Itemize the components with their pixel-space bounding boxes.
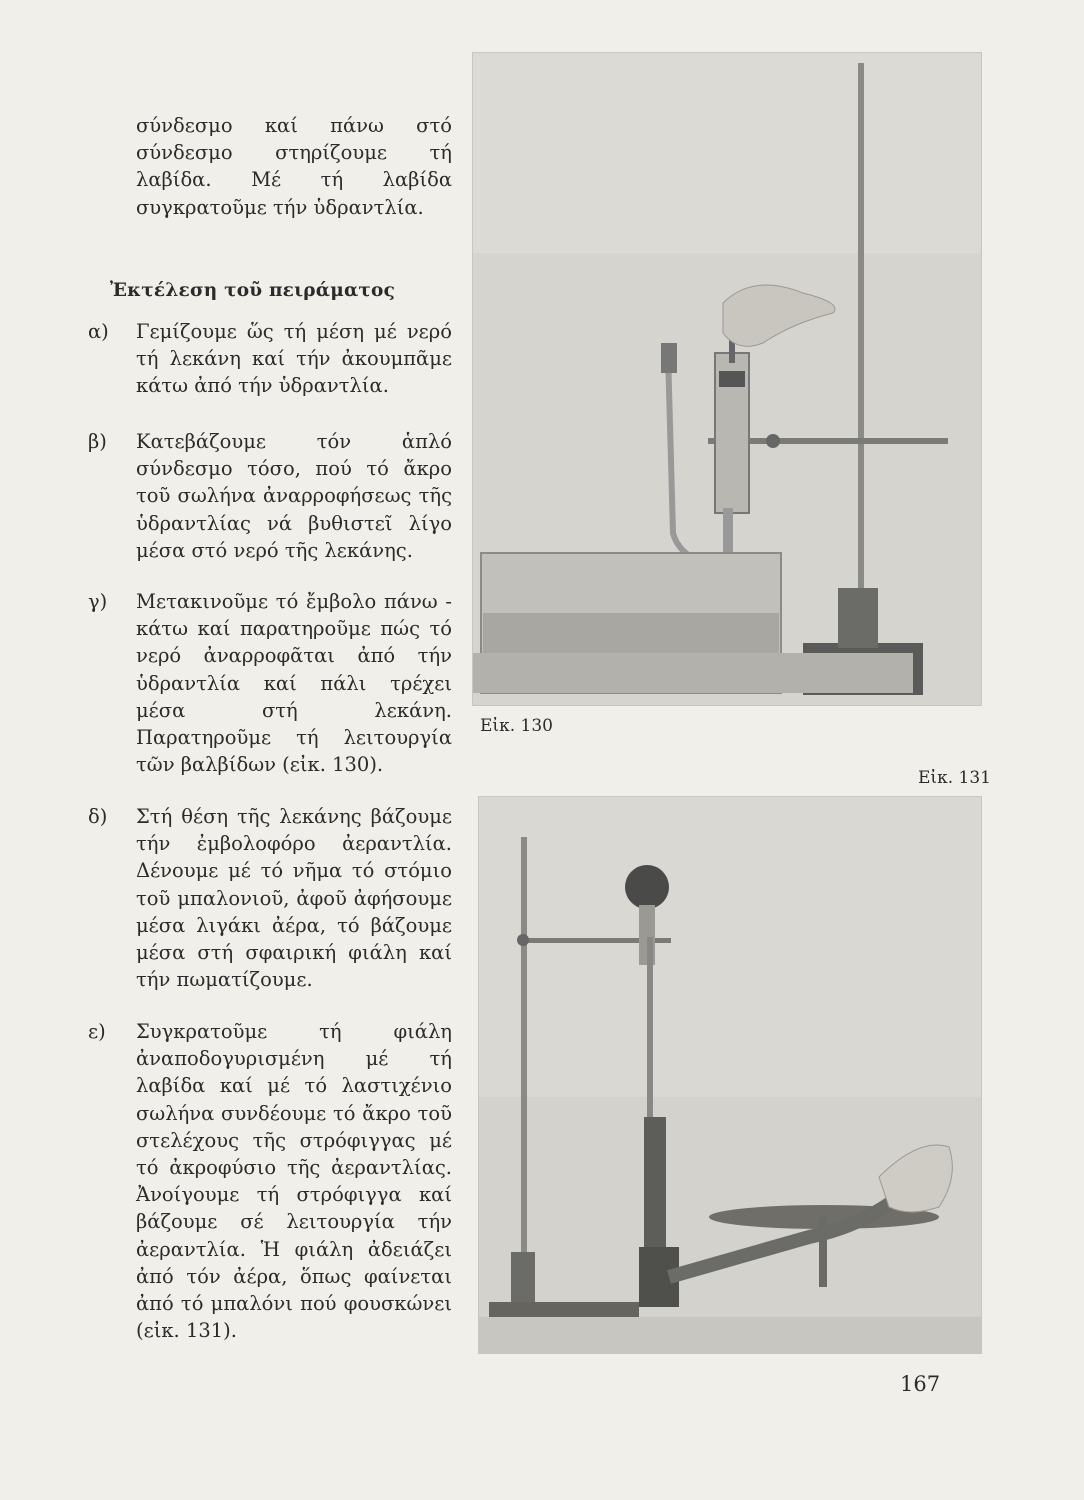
figure-131-photo (478, 796, 982, 1354)
step-label: β) (88, 430, 107, 453)
step-text: Γεμίζουμε ὥς τή μέση μέ νερό τή λεκάνη καί τήν ἀκουμπᾶμε κάτω ἀπό τήν ὑδραντλία. (136, 320, 452, 398)
figure-131-caption: Εἰκ. 131 (918, 768, 991, 788)
figure-130-caption: Εἰκ. 130 (480, 716, 553, 736)
air-pump-apparatus-illustration (479, 797, 981, 1353)
step-a (88, 318, 452, 400)
intro-paragraph: σύνδεσμο καί πάνω στό σύνδεσμο στηρίζουμε τή λαβίδα. Μέ τή λαβίδα συγκρατοῦμε τήν ὑδραντλία. (136, 114, 452, 219)
step-text: Συγκρατοῦμε τή φιάλη ἀναποδογυρισμένη μέ τή λαβίδα καί μέ τό λαστιχένιο σωλήνα συνδέουμε τό ἄκρο τοῦ στελέχους τῆς στρόφιγγας μέ τό ἀκροφύσιο τῆς ἀεραντλίας. Ἀνοίγουμε τή στρόφιγγα καί βάζουμε σέ λειτουργία τήν ἀεραντλία. Ἡ φιάλη ἀδειάζει ἀπό τόν ἀέρα, ὅπως φαίνεται ἀπό τό μπαλόνι πού φουσκώνει (εἰκ. 131). (136, 1020, 452, 1343)
step-d (88, 803, 452, 993)
step-text: Στή θέση τῆς λεκάνης βάζουμε τήν ἐμβολοφόρο ἀεραντλία. Δένουμε μέ τό νῆμα τό στόμιο τοῦ μπαλονιοῦ, ἀφοῦ ἀφήσουμε μέσα λιγάκι ἀέρα, τό βάζουμε μέσα στή σφαιρική φιάλη καί τήν πωματίζουμε. (136, 805, 452, 992)
step-c (88, 588, 452, 778)
section-title: Ἐκτέλεση τοῦ πειράματος (110, 280, 396, 301)
step-label: γ) (88, 590, 108, 613)
step-e (88, 1018, 452, 1344)
step-label: α) (88, 320, 109, 343)
figure-130-photo (472, 52, 982, 706)
water-pump-apparatus-illustration (473, 53, 981, 705)
step-text: Κατεβάζουμε τόν ἁπλό σύνδεσμο τόσο, πού τό ἄκρο τοῦ σωλήνα ἀναρροφήσεως τῆς ὑδραντλίας νά βυθιστεῖ λίγο μέσα στό νερό τῆς λεκάνης. (136, 430, 452, 562)
page-number: 167 (900, 1372, 941, 1396)
step-label: ε) (88, 1020, 106, 1043)
step-text: Μετακινοῦμε τό ἔμβολο πάνω - κάτω καί παρατηροῦμε πώς τό νερό ἀναρροφᾶται ἀπό τήν ὑδραντλία καί πάλι τρέχει μέσα στή λεκάνη. Παρατηροῦμε τή λειτουργία τῶν βαλβίδων (εἰκ. 130). (136, 590, 452, 777)
step-label: δ) (88, 805, 108, 828)
text-column (88, 112, 452, 221)
step-b (88, 428, 452, 564)
